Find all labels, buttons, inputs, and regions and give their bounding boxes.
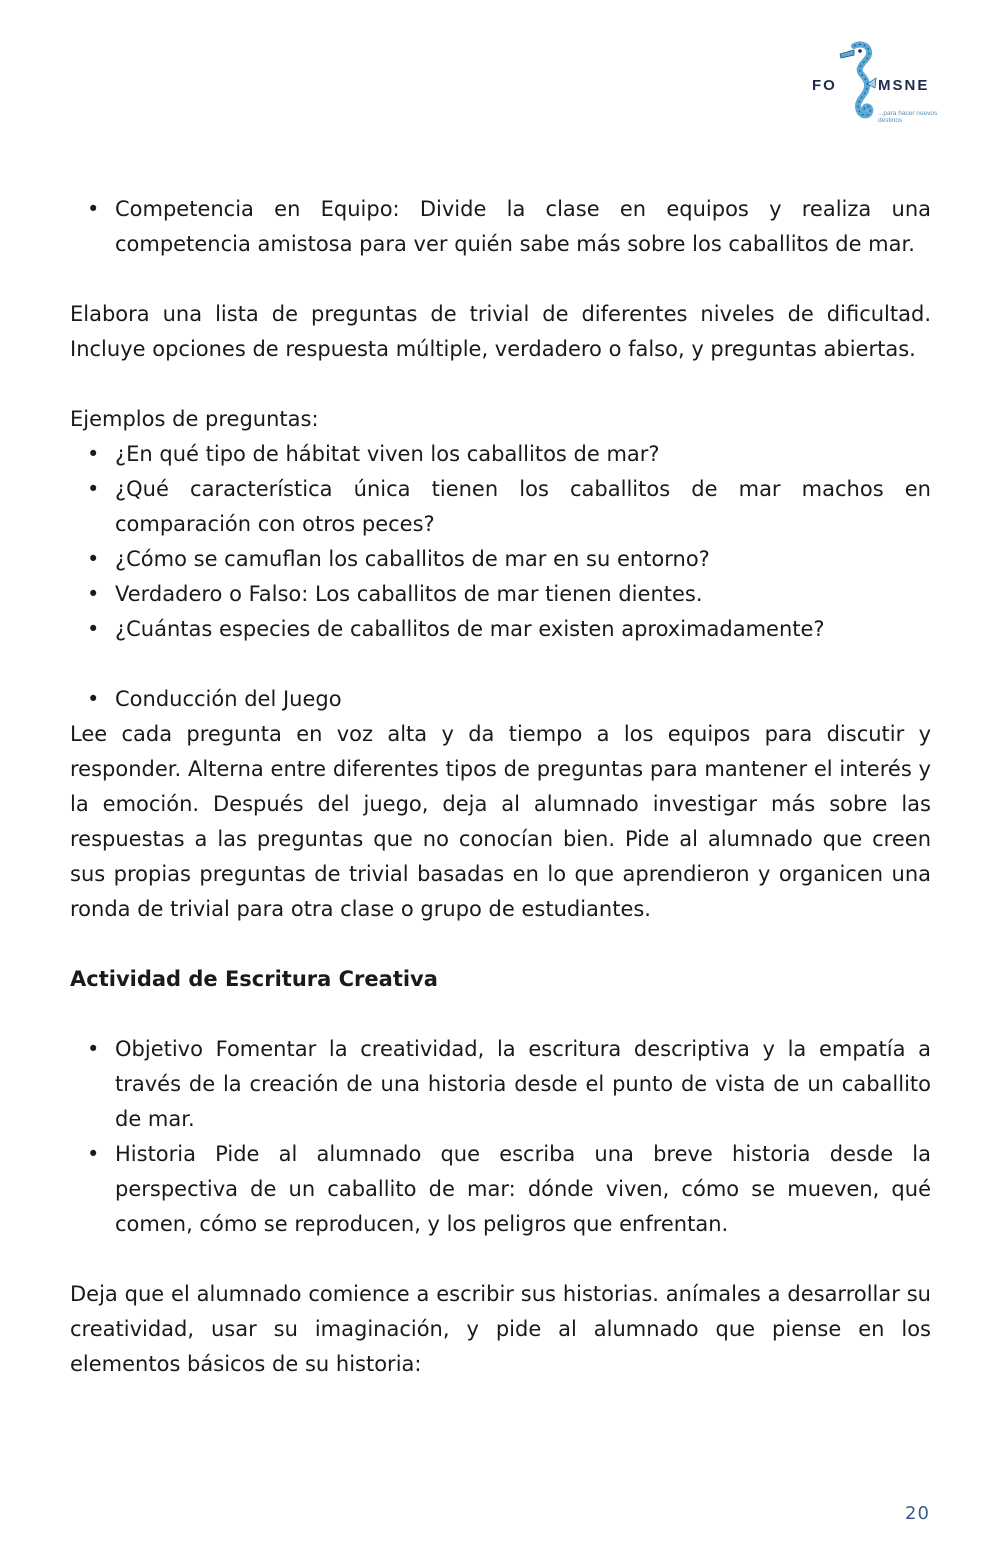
logo-tagline: ...para hacer nuevos destinos	[878, 110, 938, 124]
competencia-list	[70, 192, 931, 262]
list-item: • Objetivo Fomentar la creatividad, la escritura descriptiva y la empatía a través de la creación de una historia desde el punto de vista de un caballito de mar.	[70, 1032, 931, 1137]
list-item: • ¿Qué característica única tienen los caballitos de mar machos en comparación con otros peces?	[70, 472, 931, 542]
paragraph-conduccion: Lee cada pregunta en voz alta y da tiempo a los equipos para discutir y responder. Alterna entre diferentes tipos de preguntas para mantener el interés y la emoción. Después del juego, deja al alumnado investigar más sobre las respuestas a las preguntas que no conocían bien. Pide al alumnado que creen sus propias preguntas de trivial basadas en lo que aprendieron y organicen una ronda de trivial para otra clase o grupo de estudiantes.	[70, 722, 931, 921]
ejemplos-label: Ejemplos de preguntas:	[70, 407, 319, 431]
fomsne-logo	[812, 40, 938, 136]
paragraph-lista-preguntas: Elabora una lista de preguntas de trivial de diferentes niveles de dificultad. Incluye opciones de respuesta múltiple, verdadero o falso, y preguntas abiertas.	[70, 302, 931, 361]
preguntas-list	[70, 437, 931, 647]
escritura-list	[70, 1032, 931, 1242]
list-item: • ¿Cómo se camuflan los caballitos de mar en su entorno?	[70, 542, 931, 577]
paragraph-final: Deja que el alumnado comience a escribir sus historias. anímales a desarrollar su creatividad, usar su imaginación, y pide al alumnado que piense en los elementos básicos de su historia:	[70, 1282, 931, 1376]
list-item: • Historia Pide al alumnado que escriba una breve historia desde la perspectiva de un caballito de mar: dónde viven, cómo se mueven, qué comen, cómo se reproducen, y los peligros que enfrentan.	[70, 1137, 931, 1242]
section-heading: Actividad de Escritura Creativa	[70, 967, 438, 991]
list-item: • ¿Cuántas especies de caballitos de mar existen aproximadamente?	[70, 612, 931, 647]
list-item: • Competencia en Equipo: Divide la clase en equipos y realiza una competencia amistosa para ver quién sabe más sobre los caballitos de mar.	[70, 192, 931, 262]
logo-text-left: FO	[812, 77, 837, 94]
list-item: • Conducción del Juego	[70, 682, 931, 717]
list-item: • Verdadero o Falso: Los caballitos de mar tienen dientes.	[70, 577, 931, 612]
list-item: • ¿En qué tipo de hábitat viven los caballitos de mar?	[70, 437, 931, 472]
logo-text-right: MSNE	[878, 77, 930, 94]
page-content	[70, 192, 931, 1382]
page-number: 20	[905, 1503, 930, 1524]
conduccion-list	[70, 682, 931, 717]
